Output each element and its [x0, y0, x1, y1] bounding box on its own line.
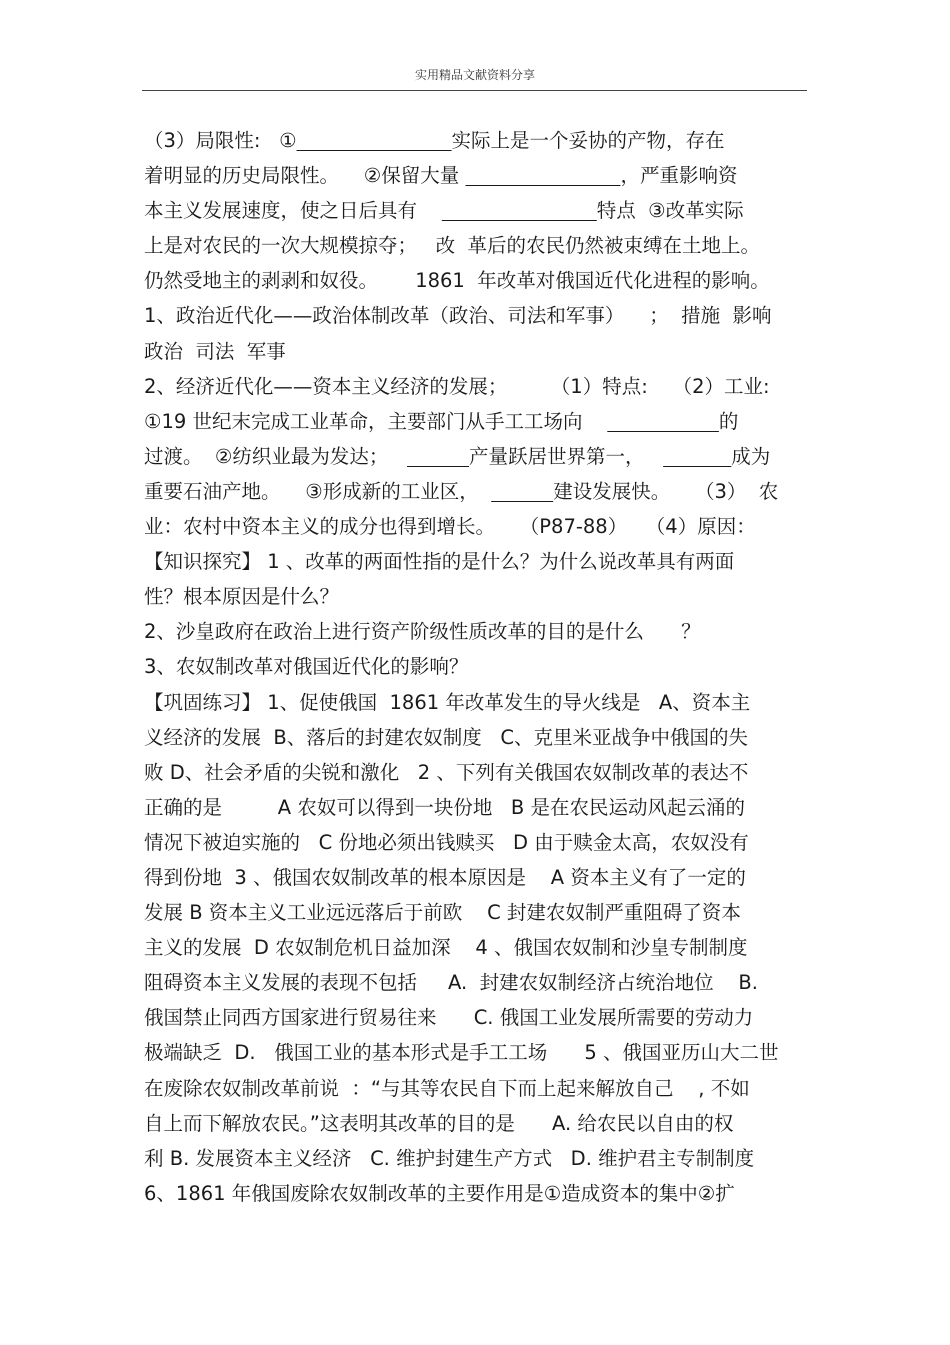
text-line: [144, 860, 806, 895]
text-segment: 义经济的发展 B、落后的封建农奴制度 C、克里米亚战争中俄国的失: [144, 725, 748, 749]
text-segment: 6、1861 年俄国废除农奴制改革的主要作用是①造成资本的集中②扩: [144, 1181, 735, 1205]
text-segment: 本主义发展速度，使之日后具有: [144, 199, 442, 223]
text-segment: ①19 世纪末完成工业革命，主要部门从手工工场向: [144, 409, 608, 433]
text-segment: 俄国禁止同西方国家进行贸易往来 C. 俄国工业发展所需要的劳动力: [144, 1006, 754, 1030]
text-line: [144, 614, 806, 649]
text-line: [144, 404, 806, 439]
text-line: [144, 649, 806, 684]
fill-in-blank: [297, 129, 452, 152]
text-segment: 特点 ③改革实际: [596, 199, 744, 223]
text-line: [144, 474, 806, 509]
text-segment: 利 B. 发展资本主义经济 C. 维护封建生产方式 D. 维护君主专制制度: [144, 1146, 755, 1170]
text-segment: ，严重影响资: [620, 164, 738, 188]
fill-in-blank: [663, 445, 731, 468]
text-segment: 的: [718, 409, 739, 433]
text-line: [144, 685, 806, 720]
text-line: [144, 1000, 806, 1035]
text-line: [144, 334, 806, 369]
text-segment: （3）局限性: ①: [144, 129, 297, 152]
text-segment: 上是对农民的一次大规模掠夺； 改 革后的农民仍然被束缚在土地上。: [144, 234, 760, 258]
text-line: [144, 895, 806, 930]
text-segment: 业：农村中资本主义的成分也得到增长。 （P87-88） （4）原因：: [144, 515, 756, 539]
text-line: [144, 509, 806, 544]
text-segment: 着明显的历史局限性。 ②保留大量: [144, 164, 466, 188]
text-segment: 过渡。 ②纺织业最为发达；: [144, 444, 407, 468]
page-header: 实用精品文献资料分享: [414, 68, 535, 82]
text-segment: 极端缺乏 D. 俄国工业的基本形式是手工工场 5 、俄国亚历山大二世: [144, 1041, 779, 1065]
document-body: [144, 123, 806, 1211]
text-segment: 阻碍资本主义发展的表现不包括 A. 封建农奴制经济占统治地位 B.: [144, 971, 758, 995]
text-line: [144, 1106, 806, 1141]
text-line: [144, 123, 806, 158]
text-line: [144, 1035, 806, 1070]
text-segment: 2、经济近代化——资本主义经济的发展； （1）特点: （2）工业:: [144, 374, 770, 398]
text-line: [144, 369, 806, 404]
text-segment: 建设发展快。 （3） 农: [553, 479, 779, 503]
text-line: [144, 263, 806, 298]
text-segment: 在废除农奴制改革前说 ：“与其等农民自下而上起来解放自己 , 不如: [144, 1076, 750, 1100]
header-divider: [142, 90, 807, 91]
fill-in-blank: [442, 199, 597, 222]
text-segment: 主义的发展 D 农奴制危机日益加深 4 、俄国农奴制和沙皇专制制度: [144, 936, 748, 960]
text-line: [144, 1071, 806, 1106]
text-segment: 情况下被迫实施的 C 份地必须出钱赎买 D 由于赎金太高，农奴没有: [144, 830, 749, 854]
text-line: [144, 965, 806, 1000]
text-line: [144, 1176, 806, 1211]
text-line: [144, 439, 806, 474]
text-segment: 成为: [731, 444, 771, 468]
text-segment: 仍然受地主的剥剥和奴役。 1861 年改革对俄国近代化进程的影响。: [144, 269, 770, 293]
text-line: [144, 790, 806, 825]
text-line: [144, 579, 806, 614]
fill-in-blank: [465, 164, 620, 187]
text-segment: 性？根本原因是什么？: [144, 585, 340, 609]
fill-in-blank: [407, 445, 469, 468]
text-segment: 政治 司法 军事: [144, 339, 286, 363]
text-line: [144, 720, 806, 755]
text-segment: 1、政治近代化——政治体制改革（政治、司法和军事） ； 措施 影响: [144, 304, 772, 328]
text-segment: 实际上是一个妥协的产物，存在: [451, 129, 725, 152]
text-line: [144, 158, 806, 193]
text-line: [144, 193, 806, 228]
text-segment: 自上而下解放农民。”这表明其改革的目的是 A. 给农民以自由的权: [144, 1111, 734, 1135]
text-line: [144, 1141, 806, 1176]
text-segment: 得到份地 3 、俄国农奴制改革的根本原因是 A 资本主义有了一定的: [144, 865, 746, 889]
text-segment: 2、沙皇政府在政治上进行资产阶级性质改革的目的是什么 ？: [144, 620, 701, 644]
text-line: [144, 544, 806, 579]
text-segment: 正确的是 A 农奴可以得到一块份地 B 是在农民运动风起云涌的: [144, 795, 745, 819]
text-line: [144, 298, 806, 333]
text-segment: 败 D、社会矛盾的尖锐和激化 2 、下列有关俄国农奴制改革的表达不: [144, 760, 749, 784]
text-segment: 发展 B 资本主义工业远远落后于前欧 C 封建农奴制严重阻碍了资本: [144, 901, 741, 925]
text-segment: 产量跃居世界第一，: [468, 444, 664, 468]
fill-in-blank: [491, 480, 553, 503]
text-line: [144, 825, 806, 860]
text-line: [144, 755, 806, 790]
text-segment: 重要石油产地。 ③形成新的工业区，: [144, 479, 492, 503]
text-segment: 3、农奴制改革对俄国近代化的影响？: [144, 655, 469, 679]
text-line: [144, 930, 806, 965]
fill-in-blank: [607, 410, 719, 433]
text-segment: 【巩固练习】 1、促使俄国 1861 年改革发生的导火线是 A、资本主: [144, 690, 751, 714]
text-segment: 【知识探究】 1 、改革的两面性指的是什么？为什么说改革具有两面: [144, 550, 735, 574]
text-line: [144, 228, 806, 263]
